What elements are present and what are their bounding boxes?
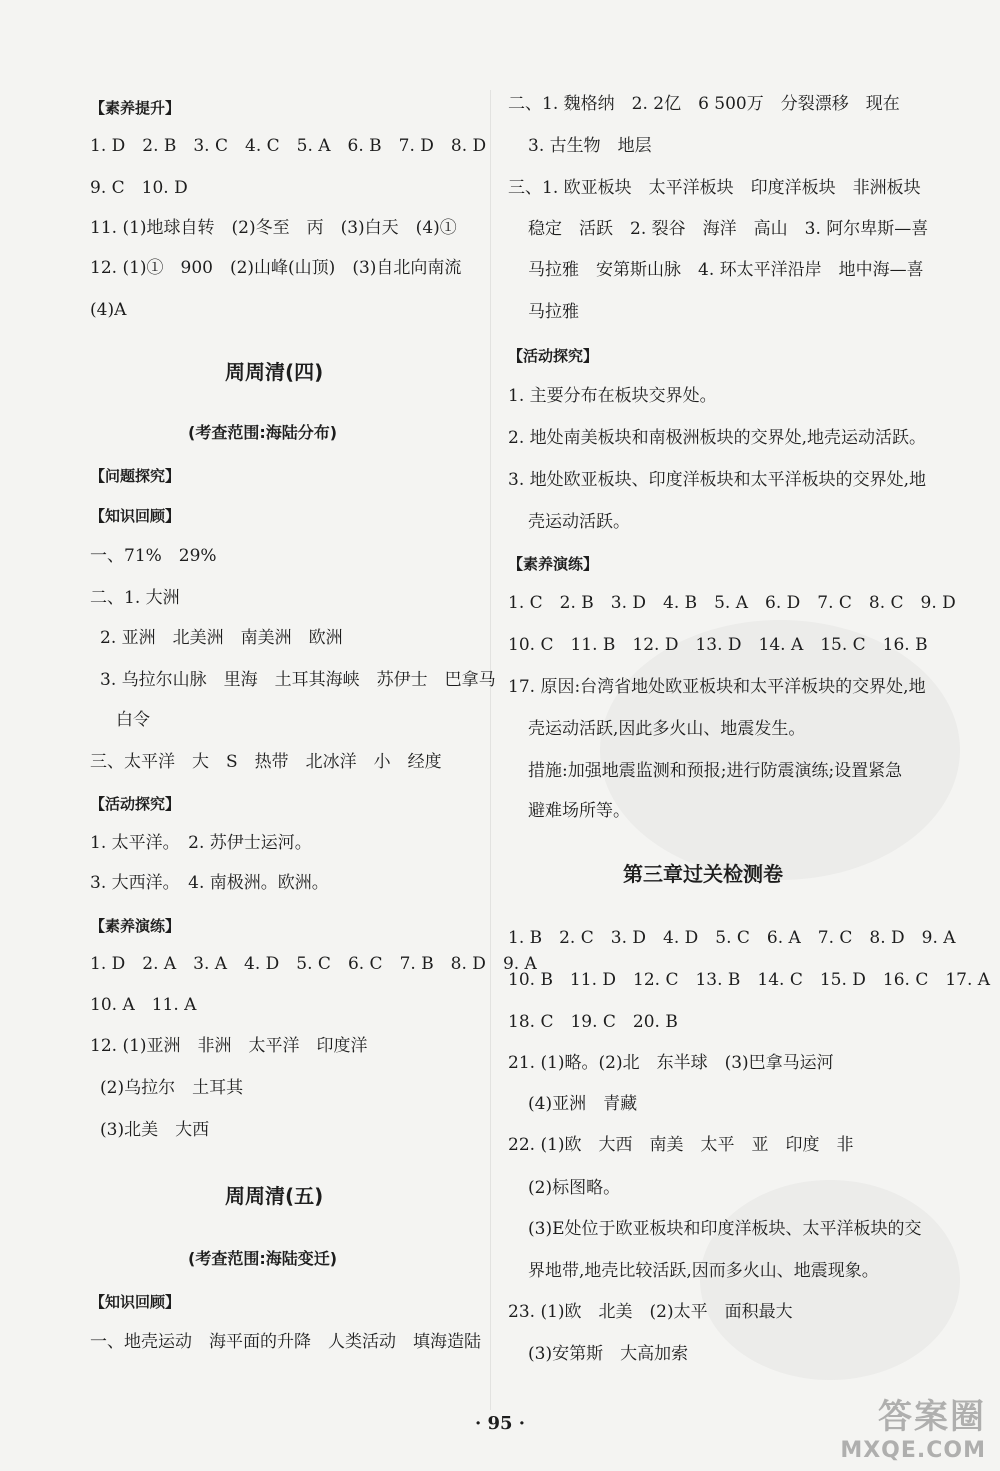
- watermark-text: 答案圈: [878, 1397, 986, 1437]
- page-number: · 95 ·: [474, 1413, 526, 1434]
- section-subtitle: (考查范围:海陆变迁): [188, 1249, 338, 1268]
- answer-line: 三、太平洋 大 S 热带 北冰洋 小 经度: [90, 752, 442, 772]
- answer-line: 1. D 2. A 3. A 4. D 5. C 6. C 7. B 8. D 9. A: [90, 954, 537, 974]
- answer-line: 1. D 2. B 3. C 4. C 5. A 6. B 7. D 8. D: [90, 136, 487, 156]
- section-header: 【素养提升】: [90, 99, 181, 117]
- section-subtitle: (考查范围:海陆分布): [188, 423, 338, 442]
- answer-line: 3. 古生物 地层: [528, 136, 652, 156]
- answer-line: 马拉雅 安第斯山脉 4. 环太平洋沿岸 地中海—喜: [528, 260, 924, 280]
- answer-line: 12. (1)① 900 (2)山峰(山顶) (3)自北向南流: [90, 258, 462, 278]
- answer-line: (4)A: [90, 300, 127, 320]
- answer-line: 白令: [116, 710, 150, 730]
- answer-line: 10. C 11. B 12. D 13. D 14. A 15. C 16. B: [508, 635, 928, 655]
- section-header: 【素养演练】: [90, 917, 181, 935]
- answer-line: 避难场所等。: [528, 801, 630, 821]
- section-header: 【素养演练】: [508, 555, 599, 573]
- section-title: 第三章过关检测卷: [623, 862, 783, 886]
- answer-line: 21. (1)略。(2)北 东半球 (3)巴拿马运河: [508, 1053, 834, 1073]
- answer-line: 1. 太平洋。 2. 苏伊士运河。: [90, 833, 312, 853]
- answer-line: 18. C 19. C 20. B: [508, 1012, 678, 1032]
- answer-line: 3. 乌拉尔山脉 里海 土耳其海峡 苏伊士 巴拿马: [100, 670, 496, 690]
- answer-line: (2)乌拉尔 土耳其: [100, 1078, 244, 1098]
- section-title: 周周清(四): [225, 360, 324, 384]
- answer-line: 1. 主要分布在板块交界处。: [508, 386, 717, 406]
- answer-line: 2. 地处南美板块和南极洲板块的交界处,地壳运动活跃。: [508, 428, 927, 448]
- answer-line: (3)北美 大西: [100, 1120, 210, 1140]
- answer-line: (3)安第斯 大高加索: [528, 1344, 689, 1364]
- answer-line: (4)亚洲 青藏: [528, 1094, 638, 1114]
- answer-line: 三、1. 欧亚板块 太平洋板块 印度洋板块 非洲板块: [508, 178, 921, 198]
- watermark: [840, 1389, 986, 1463]
- answer-line: 3. 大西洋。 4. 南极洲。欧洲。: [90, 873, 329, 893]
- answer-line: 10. B 11. D 12. C 13. B 14. C 15. D 16. C 17. A: [508, 970, 991, 990]
- answer-line: (2)标图略。: [528, 1178, 621, 1198]
- answer-line: 壳运动活跃。: [528, 512, 630, 532]
- answer-line: 9. C 10. D: [90, 178, 188, 198]
- answer-line: 界地带,地壳比较活跃,因而多火山、地震现象。: [528, 1261, 879, 1281]
- answer-line: 措施:加强地震监测和预报;进行防震演练;设置紧急: [528, 761, 903, 781]
- section-header: 【知识回顾】: [90, 1293, 181, 1311]
- answer-line: 一、71% 29%: [90, 546, 217, 566]
- answer-line: 1. B 2. C 3. D 4. D 5. C 6. A 7. C 8. D 9. A: [508, 928, 956, 948]
- answer-line: 17. 原因:台湾省地处欧亚板块和太平洋板块的交界处,地: [508, 677, 926, 697]
- answer-line: 23. (1)欧 北美 (2)太平 面积最大: [508, 1302, 793, 1322]
- answer-line: (3)E处位于欧亚板块和印度洋板块、太平洋板块的交: [528, 1219, 922, 1239]
- answer-line: 1. C 2. B 3. D 4. B 5. A 6. D 7. C 8. C 9. D: [508, 593, 956, 613]
- answer-line: 壳运动活跃,因此多火山、地震发生。: [528, 719, 806, 739]
- section-header: 【知识回顾】: [90, 507, 181, 525]
- answer-line: 二、1. 魏格纳 2. 2亿 6 500万 分裂漂移 现在: [508, 94, 900, 114]
- answer-line: 11. (1)地球自转 (2)冬至 丙 (3)白天 (4)①: [90, 218, 457, 238]
- column-divider: [490, 90, 491, 1410]
- answer-line: 二、1. 大洲: [90, 588, 180, 608]
- answer-line: 22. (1)欧 大西 南美 太平 亚 印度 非: [508, 1135, 854, 1155]
- section-header: 【活动探究】: [508, 347, 599, 365]
- watermark-url: MXQE.COM: [840, 1438, 986, 1463]
- answer-line: 12. (1)亚洲 非洲 太平洋 印度洋: [90, 1036, 368, 1056]
- answer-line: 一、地壳运动 海平面的升降 人类活动 填海造陆: [90, 1332, 481, 1352]
- paper-smudge: [600, 620, 960, 880]
- section-header: 【问题探究】: [90, 467, 181, 485]
- answer-line: 10. A 11. A: [90, 995, 197, 1015]
- answer-line: 稳定 活跃 2. 裂谷 海洋 高山 3. 阿尔卑斯—喜: [528, 219, 929, 239]
- answer-line: 马拉雅: [528, 302, 579, 322]
- section-header: 【活动探究】: [90, 795, 181, 813]
- answer-line: 2. 亚洲 北美洲 南美洲 欧洲: [100, 628, 343, 648]
- answer-line: 3. 地处欧亚板块、印度洋板块和太平洋板块的交界处,地: [508, 470, 927, 490]
- section-title: 周周清(五): [225, 1184, 324, 1208]
